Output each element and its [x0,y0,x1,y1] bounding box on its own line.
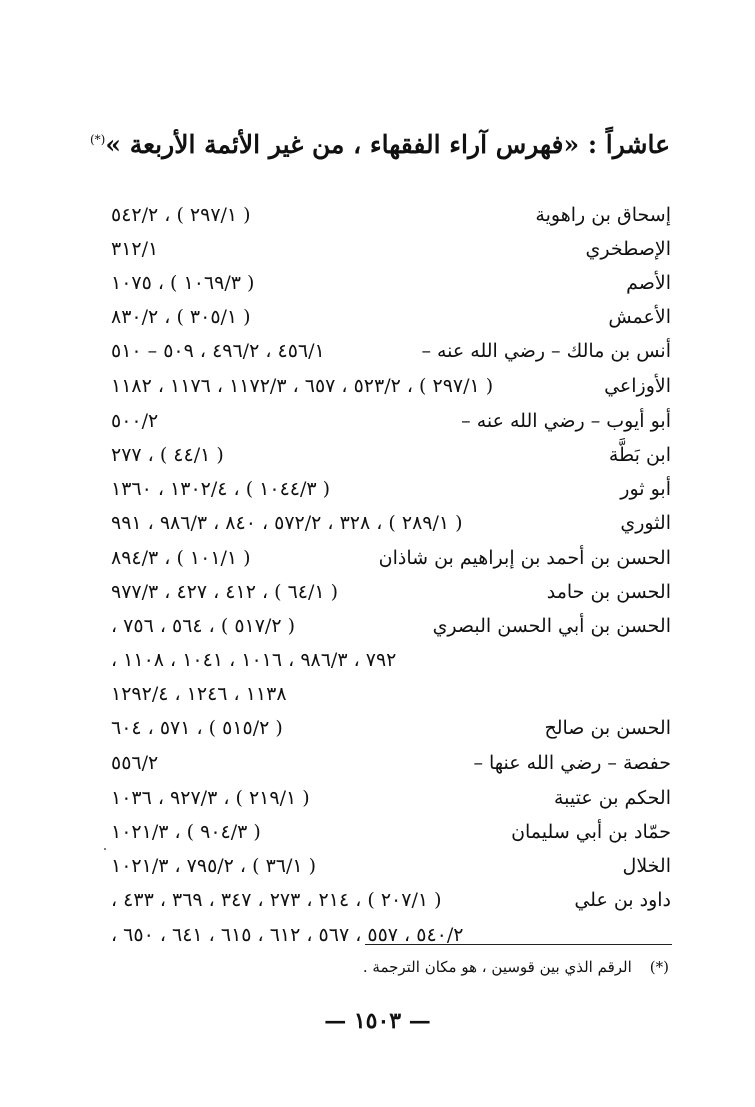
footnote-divider [365,944,672,945]
index-entry [111,232,671,266]
stray-dot [104,848,106,850]
index-entry [111,711,671,746]
page-number: — ١٥٠٣ — [324,1008,431,1034]
entry-name: الحكم بن عتيبة [553,787,671,809]
index-entry [111,781,671,815]
index-entry [111,609,671,643]
entry-references: ( ٢٠٧/١ ) ، ٢١٤ ، ٢٧٣ ، ٣٤٧ ، ٣٦٩ ، ٤٣٣ ، [111,889,442,911]
entry-references: ٥٤٠/٢ ، ٥٥٧ ، ٥٦٧ ، ٦١٢ ، ٦١٥ ، ٦٤١ ، ٦٥٠ ، [111,924,464,946]
entry-references: ٤٥٦/١ ، ٤٩٦/٢ ، ٥٠٩ – ٥١٠ [111,340,325,362]
entry-name: داود بن علي [574,889,671,911]
index-entry [111,575,671,609]
entry-name: حمّاد بن أبي سليمان [511,821,671,843]
index-entry [111,369,671,404]
index-entry [111,300,671,334]
index-entry [111,541,671,575]
entry-references: ( ١٠٤٤/٣ ) ، ١٣٠٢/٤ ، ١٣٦٠ [111,478,331,500]
entry-references: ( ٦٤/١ ) ، ٤١٢ ، ٤٢٧ ، ٩٧٧/٣ [111,581,339,603]
index-heading [70,130,670,159]
entry-references: ( ٣٠٥/١ ) ، ٨٣٠/٢ [111,306,251,328]
entry-name: الثوري [620,512,671,534]
entry-name: أبو أيوب – رضي الله عنه – [461,410,671,432]
index-entry [111,334,671,369]
entry-name: الحسن بن أحمد بن إبراهيم بن شاذان [378,547,671,569]
entry-references: ( ٥١٥/٢ ) ، ٥٧١ ، ٦٠٤ [111,717,283,739]
index-entry [111,677,671,711]
entry-references: ٥٠٠/٢ [111,410,159,432]
index-entries [111,198,671,953]
entry-name: الأوزاعي [604,375,671,397]
entry-references: ( ٢٩٧/١ ) ، ٥٤٢/٢ [111,204,251,226]
index-entry [111,198,671,232]
index-entry [111,815,671,849]
index-entry [111,266,671,300]
index-entry [111,643,671,677]
index-entry [111,918,671,953]
index-entry [111,849,671,883]
index-entry [111,883,671,918]
entry-references: ( ١٠٦٩/٣ ) ، ١٠٧٥ [111,272,255,294]
index-entry [111,438,671,472]
footnote [363,958,669,976]
entry-references: ( ١٠١/١ ) ، ٨٩٤/٣ [111,547,251,569]
entry-references: ١١٣٨ ، ١٢٤٦ ، ١٢٩٢/٤ [111,683,287,705]
footnote-mark: (*) [649,958,669,976]
entry-name: الخلال [622,855,671,877]
heading-title: عاشراً : «فهرس آراء الفقهاء ، من غير الأئمة الأربعة » [105,130,670,159]
entry-references: ( ٩٠٤/٣ ) ، ١٠٢١/٣ [111,821,261,843]
entry-name: الأصم [626,272,671,294]
entry-references: ( ٢٨٩/١ ) ، ٣٢٨ ، ٥٧٢/٢ ، ٨٤٠ ، ٩٨٦/٣ ، ٩٩١ [111,512,463,534]
entry-references: ٥٥٦/٢ [111,752,159,774]
entry-name: الأعمش [608,306,671,328]
entry-name: الإصطخري [585,238,671,260]
entry-references: ( ٢١٩/١ ) ، ٩٢٧/٣ ، ١٠٣٦ [111,787,310,809]
index-entry [111,746,671,781]
index-entry [111,472,671,506]
entry-references: ٣١٢/١ [111,238,159,260]
entry-references: ( ٢٩٧/١ ) ، ٥٢٣/٢ ، ٦٥٧ ، ١١٧٢/٣ ، ١١٧٦ ، ١١٨٢ [111,375,494,397]
entry-references: ( ٤٤/١ ) ، ٢٧٧ [111,444,224,466]
entry-name: حفصة – رضي الله عنها – [473,752,671,774]
entry-name: الحسن بن حامد [546,581,671,603]
entry-name: الحسن بن أبي الحسن البصري [432,615,671,637]
entry-references: ٧٩٢ ، ٩٨٦/٣ ، ١٠١٦ ، ١٠٤١ ، ١١٠٨ ، [111,649,397,671]
index-entry [111,506,671,541]
entry-name: الحسن بن صالح [544,717,671,739]
index-entry [111,404,671,438]
footnote-text: الرقم الذي بين قوسين ، هو مكان الترجمة . [362,958,632,976]
entry-name: ابن بَطَّة [608,444,671,466]
heading-footnote-mark: (*) [90,132,106,147]
entry-name: أبو ثور [620,478,671,500]
entry-name: إسحاق بن راهوية [535,204,671,226]
entry-references: ( ٥١٧/٢ ) ، ٥٦٤ ، ٧٥٦ ، [111,615,295,637]
entry-name: أنس بن مالك – رضي الله عنه – [421,340,671,362]
entry-references: ( ٣٦/١ ) ، ٧٩٥/٢ ، ١٠٢١/٣ [111,855,317,877]
